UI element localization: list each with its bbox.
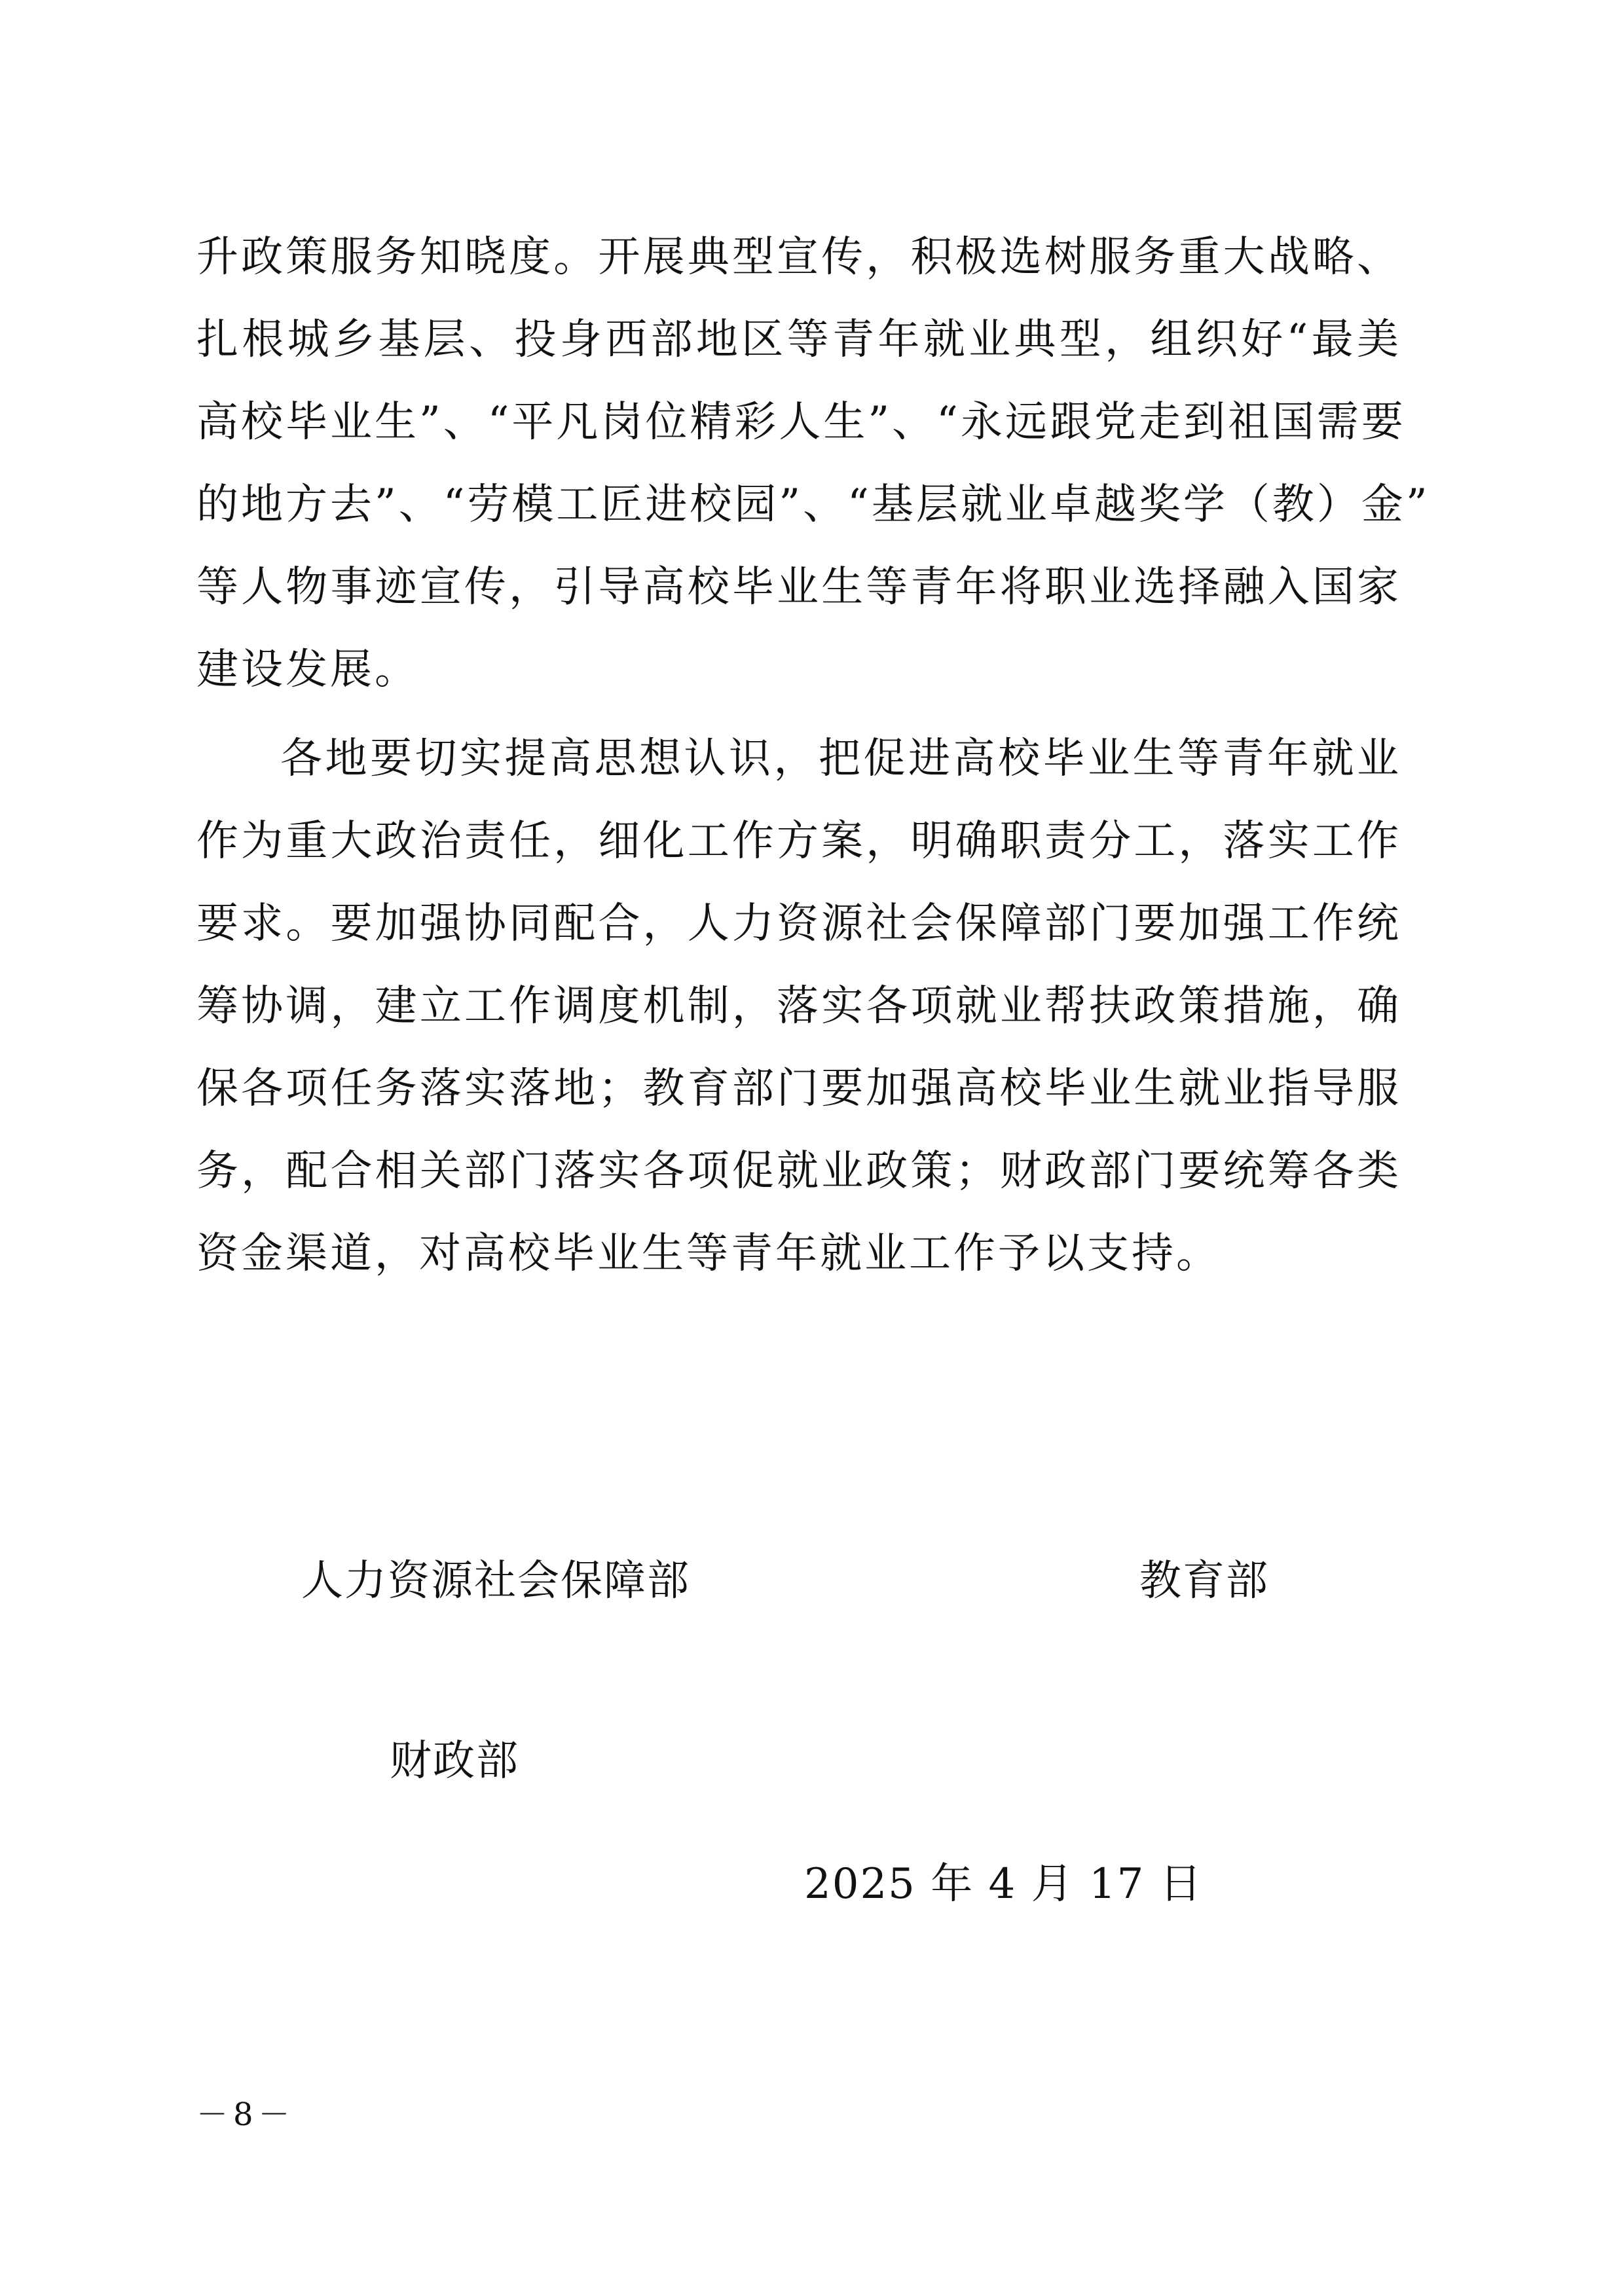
paragraph-line: 作为重大政治责任，细化工作方案，明确职责分工，落实工作: [196, 817, 1401, 866]
paragraph-line: 扎根城乡基层、投身西部地区等青年就业典型，组织好“最美: [196, 316, 1401, 364]
paragraph-line: 建设发展。: [196, 646, 419, 694]
paragraph-line: 高校毕业生”、“平凡岗位精彩人生”、“永远跟党走到祖国需要: [196, 398, 1406, 446]
paragraph-line: 升政策服务知晓度。开展典型宣传，积极选树服务重大战略、: [196, 233, 1401, 282]
signature-mohrss: 人力资源社会保障部: [301, 1557, 690, 1605]
page-number: －8－: [196, 2096, 295, 2133]
paragraph-line: 资金渠道，对高校毕业生等青年就业工作予以支持。: [196, 1230, 1221, 1278]
paragraph-line: 各地要切实提高思想认识，把促进高校毕业生等青年就业: [280, 735, 1401, 783]
paragraph-line: 的地方去”、“劳模工匠进校园”、“基层就业卓越奖学（教）金”: [196, 481, 1430, 529]
paragraph-line: 保各项任务落实落地；教育部门要加强高校毕业生就业指导服: [196, 1065, 1401, 1113]
signature-mof: 财政部: [390, 1737, 519, 1785]
paragraph-line: 等人物事迹宣传，引导高校毕业生等青年将职业选择融入国家: [196, 563, 1401, 611]
paragraph-line: 筹协调，建立工作调度机制，落实各项就业帮扶政策措施，确: [196, 982, 1401, 1030]
paragraph-line: 务，配合相关部门落实各项促就业政策；财政部门要统筹各类: [196, 1147, 1401, 1195]
signature-moe: 教育部: [1139, 1557, 1269, 1605]
paragraph-line: 要求。要加强协同配合，人力资源社会保障部门要加强工作统: [196, 900, 1401, 948]
document-body: [196, 216, 1430, 1295]
signature-date: 2025 年 4 月 17 日: [804, 1860, 1203, 1908]
